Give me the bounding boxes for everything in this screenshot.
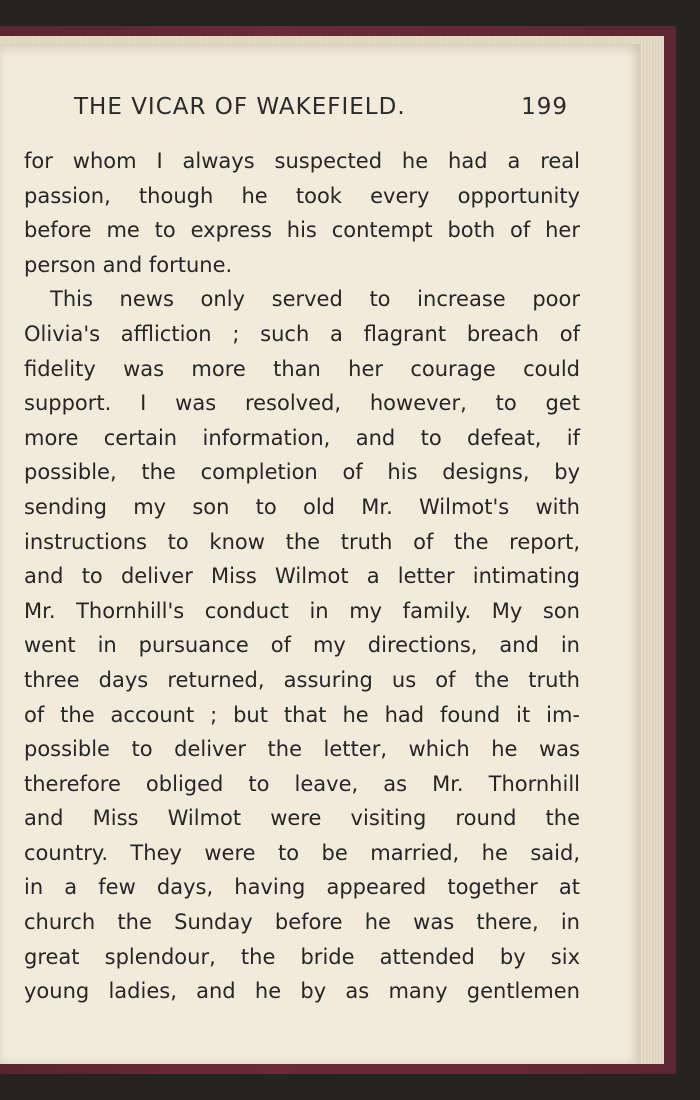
text-line: great splendour, the bride attended by six [24,944,580,969]
text-line: possible, the completion of his designs, by [24,460,580,485]
text-line: support. I was resolved, however, to get [24,391,580,416]
text-line: more certain information, and to defeat, if [24,425,580,450]
page-number: 199 [521,94,568,120]
book-page [0,44,640,1064]
text-line: instructions to know the truth of the report, [24,529,580,554]
running-head [0,94,640,124]
text-line: young ladies, and he by as many gentlemen [24,979,580,1004]
body-text [24,144,580,1009]
text-line: and Miss Wilmot were visiting round the [24,806,580,831]
book-title: THE VICAR OF WAKEFIELD. [74,94,406,120]
text-line: therefore obliged to leave, as Mr. Thornhill [24,771,580,796]
text-line: passion, though he took every opportunity [24,183,580,208]
text-line: country. They were to be married, he said, [24,840,580,865]
text-line: Olivia's affliction ; such a flagrant breach of [24,321,580,346]
text-line: fidelity was more than her courage could [24,356,580,381]
text-line: person and fortune. [24,252,233,277]
text-line: in a few days, having appeared together at [24,875,580,900]
text-line: three days returned, assuring us of the truth [24,667,580,692]
text-line: possible to deliver the letter, which he was [24,737,580,762]
text-line: Mr. Thornhill's conduct in my family. My son [24,598,580,623]
text-line: church the Sunday before he was there, in [24,910,580,935]
text-line: for whom I always suspected he had a real [24,149,580,173]
text-line: This news only served to increase poor [50,287,580,312]
text-line: before me to express his contempt both of her [24,218,580,243]
text-line: of the account ; but that he had found it im- [24,702,580,727]
text-line: went in pursuance of my directions, and in [24,633,580,658]
text-line: sending my son to old Mr. Wilmot's with [24,494,580,519]
text-line: and to deliver Miss Wilmot a letter intimating [24,564,580,589]
